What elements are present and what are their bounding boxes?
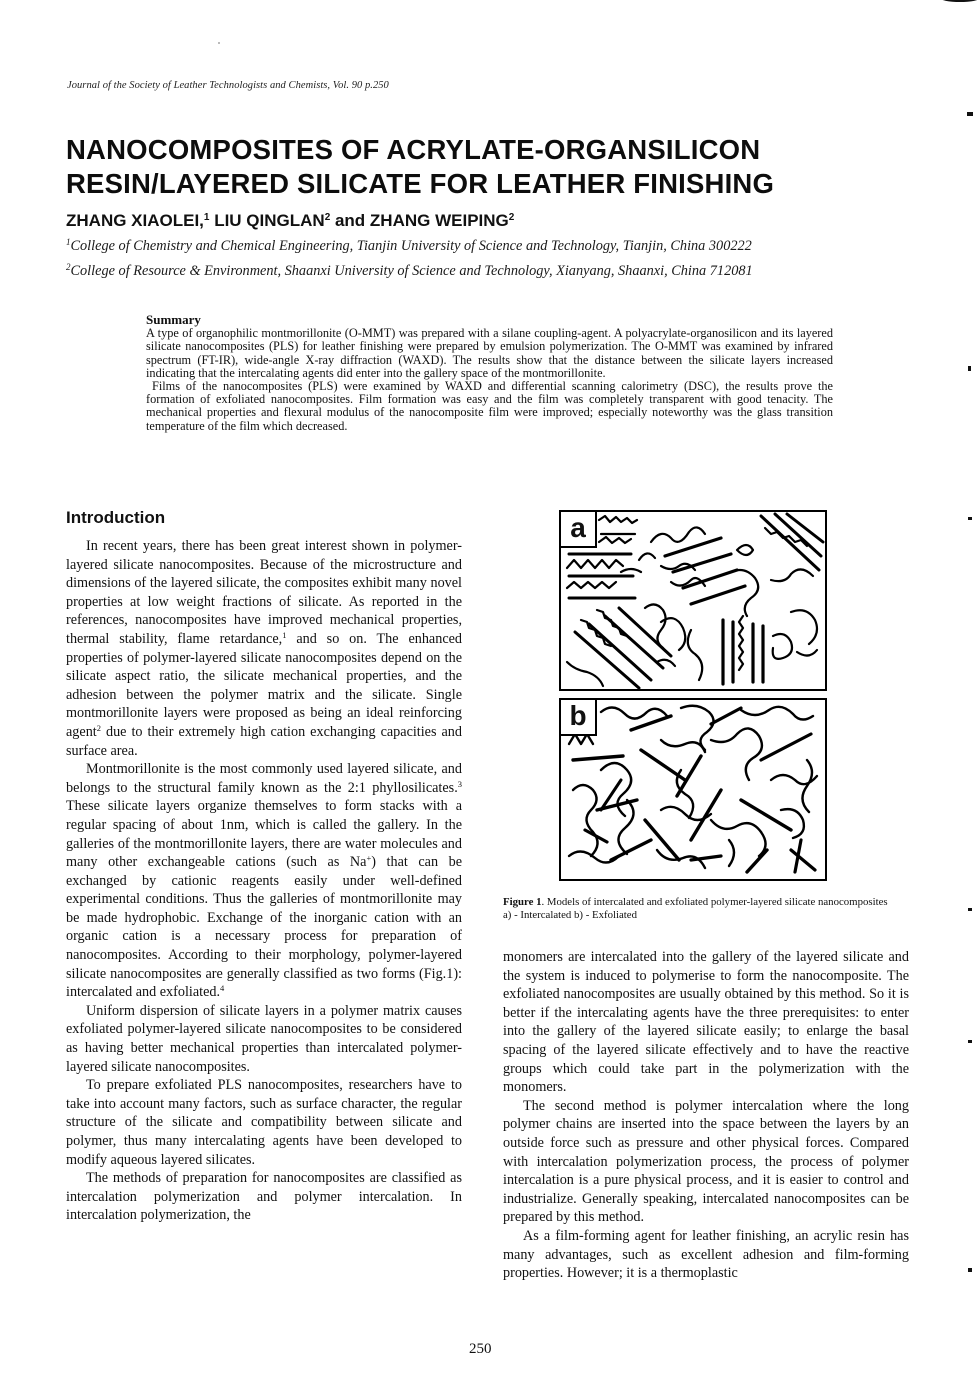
author-list: [66, 211, 514, 231]
summary-paragraph-2: Films of the nanocomposites (PLS) were examined by WAXD and differential scanning calorimetry (DSC), the results prove the formation of exfoliated nanocomposites. Film formation was easy and the film was completely transparent with good tenacity. The mechanical properties and flexural modulus of the nanocomposite film were improved; especially noteworthy was the glass transition temperature of the film which decreased.: [146, 379, 833, 433]
margin-mark: [968, 517, 972, 520]
text-run: These silicate layers organize themselves to form stacks with a regular spacing of about 1nm, which is called the gallery. In the galleries of the montmorillonite layers, there are water molecules and many other exchangeable cations (such as Na: [66, 798, 462, 871]
page-number: 250: [469, 1341, 492, 1357]
margin-mark: [968, 908, 972, 911]
article-title: [66, 133, 946, 201]
intro-paragraph-4: To prepare exfoliated PLS nanocomposites, researchers have to take into account many factors, such as surface character, the regular structure of the silicate and compatibility between silicate and polymer, thus many intercalating agents have been developed to modify aqueous layered silicates.: [66, 1077, 462, 1168]
margin-mark: [968, 1268, 972, 1272]
summary-block: [146, 313, 833, 433]
summary-heading: Summary: [146, 312, 201, 327]
citation-sup: 1: [282, 629, 287, 640]
author-2-sup: 2: [324, 212, 331, 223]
margin-mark: [968, 366, 971, 371]
margin-mark: [968, 1040, 972, 1043]
affiliation-1-text: College of Chemistry and Chemical Engineering, Tianjin University of Science and Technology, Tianjin, China 300222: [70, 238, 752, 254]
left-column: [66, 537, 462, 1225]
citation-sup: 3: [457, 778, 462, 789]
exfoliated-structure-illustration: [561, 700, 825, 879]
summary-paragraph-1: A type of organophilic montmorillonite (O-MMT) was prepared with a silane coupling-agent. A polyacrylate-organosilicon and its layered silicate nanocomposites (PLS) for leather finishing were prepared by emulsion polymerization. The O-MMT was examined by infrared spectrum (FT-IR), wide-angle X-ray diffraction (WAXD). The results show that the distance between the silicate layers increased indicating that the intercalating agents did enter into the gallery space of the montmorillonite.: [146, 326, 833, 380]
charge-sup: +: [366, 853, 372, 864]
journal-header: Journal of the Society of Leather Technologists and Chemists, Vol. 90 p.250: [67, 80, 389, 91]
author-1-sup: 1: [203, 212, 210, 223]
intro-paragraph-3: Uniform dispersion of silicate layers in a polymer matrix causes exfoliated polymer-layered silicate nanocomposites to be considered as having better mechanical properties than intercalated polymer-layered silicate nanocomposites.: [66, 1002, 462, 1075]
figure-panel-intercalated: [559, 510, 827, 691]
citation-sup: 2: [96, 722, 101, 733]
title-line-1: NANOCOMPOSITES OF ACRYLATE-ORGANSILICON: [66, 134, 761, 165]
panel-a-label: a: [561, 512, 597, 548]
intro-paragraph-5: The methods of preparation for nanocomposites are classified as intercalation polymerization and polymer intercalation. In intercalation polymerization, the: [66, 1170, 462, 1224]
figure-1: [559, 510, 827, 881]
right-paragraph-3: As a film-forming agent for leather finishing, an acrylic resin has many advantages, such as excellent adhesion and film-forming properties. However; it is a thermoplastic: [503, 1227, 909, 1282]
text-run: due to their extremely high cation exchanging capacities and surface area.: [66, 723, 462, 759]
author-2: LIU QINGLAN: [209, 211, 325, 230]
figure-caption: [503, 896, 913, 923]
affiliation-2-text: College of Resource & Environment, Shaanxi University of Science and Technology, Xianyang, Shaanxi, China 712081: [70, 263, 753, 279]
margin-mark: [967, 112, 973, 116]
affiliation-1: [66, 237, 926, 255]
right-paragraph-2: The second method is polymer intercalation where the long polymer chains are inserted into the space between the layers by an outside force such as pressure and other physical forces. Compared with intercalation polymerization process, the process of polymer intercalation is a pure physical process, and it is easier to control and industrialize. Generally speaking, intercalated nanocomposites can be prepared by this method.: [503, 1097, 909, 1226]
introduction-heading: Introduction: [66, 508, 166, 527]
intro-paragraph-1: [66, 537, 462, 760]
text-run: Montmorillonite is the most commonly used layered silicate, and belongs to the structural family known as the 2:1 phyllosilicates.: [66, 761, 462, 796]
right-paragraph-1: monomers are intercalated into the gallery of the layered silicate and the system is induced to polymerise to form the nanocomposite. The exfoliated nanocomposites are usually obtained by this method. So it is better if the intercalating agents have the three prerequisites: to enter into the gallery of the layered silicate easily; to enlarge the basal spacing of the layered silicate effectively and to have the reactive groups which could take part in the polymerization with the monomers.: [503, 949, 909, 1096]
text-run: ) that can be exchanged by cationic reagents easily under well-defined experimental conditions. Thus the galleries of montmorillonite may be made hydrophobic. Exchange of the inorganic cation with an organic cation is a necessary process for preparation of nanocomposites. According to their morphology, polymer-layered silicate nanocomposites are generally classified as two forms (Fig.1): intercalated and exfoliated.: [66, 854, 462, 1001]
caption-label: Figure 1: [503, 896, 542, 908]
author-3-sup: 2: [508, 212, 515, 223]
scan-edge-mark: [940, 0, 977, 2]
scan-speck: [218, 42, 220, 44]
citation-sup: 4: [220, 983, 225, 994]
intercalated-structure-illustration: [561, 512, 825, 689]
text-run: and so on. The enhanced properties of polymer-layered silicate nanocomposites depend on the silicate aspect ratio, the silicate mechanical properties, and the adhesion between the polymer matrix and the silicate. Single montmorillonite layers were proposed as being an ideal reinforcing agent: [66, 630, 463, 740]
author-1: ZHANG XIAOLEI,: [66, 211, 204, 230]
figure-panel-exfoliated: [559, 698, 827, 881]
title-line-2: RESIN/LAYERED SILICATE FOR LEATHER FINISHING: [66, 168, 775, 199]
affiliation-2-sup: 2: [66, 262, 71, 272]
intro-paragraph-2: [66, 760, 462, 1002]
panel-b-label: b: [561, 700, 597, 736]
affiliation-2: [66, 262, 926, 280]
caption-main: [503, 896, 913, 909]
caption-text: . Models of intercalated and exfoliated polymer-layered silicate nanocomposites: [541, 896, 888, 908]
author-3: and ZHANG WEIPING: [330, 211, 509, 230]
caption-subpanels: a) - Intercalated b) - Exfoliated: [503, 909, 637, 922]
text-run: In recent years, there has been great interest shown in polymer-layered silicate nanocomposites. Because of the microstructure and dimensions of the layered silicate, the composites exhibit many novel properties at low weight fractions of silicate. As reported in the references, nanocomposites have improved mechanical properties, thermal stability, flame retardance,: [66, 538, 462, 647]
affiliation-1-sup: 1: [66, 237, 71, 247]
right-column: [503, 948, 909, 1283]
